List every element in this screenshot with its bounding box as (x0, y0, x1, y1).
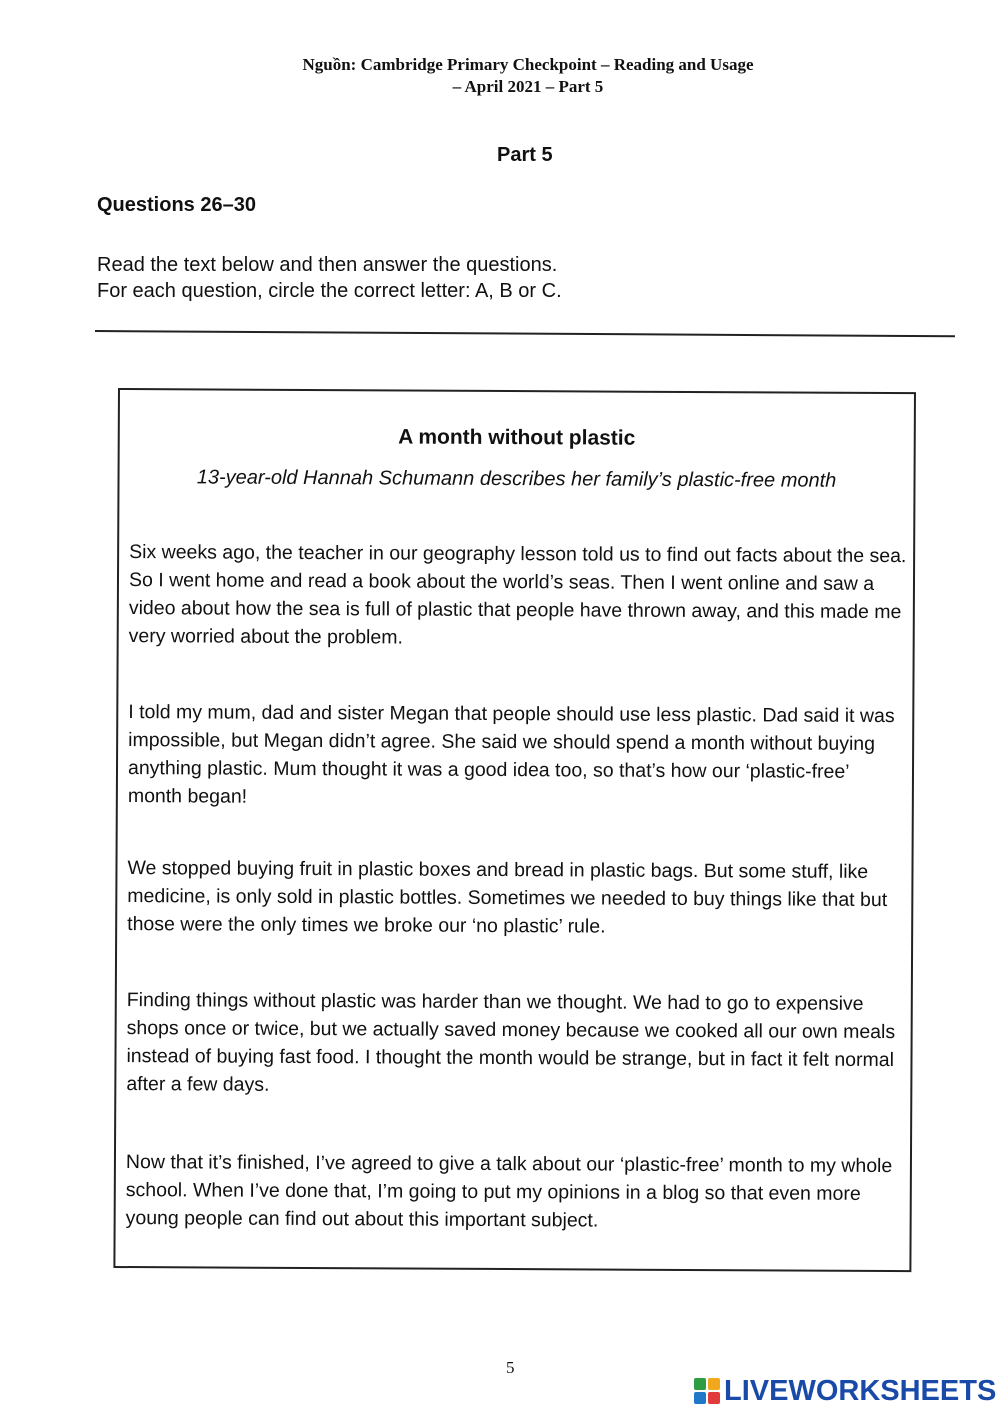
liveworksheets-brand[interactable] (694, 1376, 996, 1406)
article-title: A month without plastic (398, 425, 636, 450)
article-subtitle: 13-year-old Hannah Schumann describes her family’s plastic-free month (196, 466, 837, 492)
questions-heading: Questions 26–30 (97, 194, 256, 216)
brand-text: LIVEWORKSHEETS (724, 1374, 997, 1407)
article-box (113, 388, 916, 1272)
instructions (97, 252, 562, 304)
divider-rule (95, 330, 955, 337)
article-paragraph-1: Six weeks ago, the teacher in our geography lesson told us to find out facts about the sea. So I went home and read a book about the world’s seas. Then I went online and saw a video about how the sea is full of plastic that people have thrown away, and this made me very worried about the problem. (128, 541, 907, 649)
instruction-line-1: Read the text below and then answer the questions. (97, 254, 558, 276)
source-line-1: Nguồn: Cambridge Primary Checkpoint – Reading and Usage (302, 55, 754, 74)
article-paragraph-2: I told my mum, dad and sister Megan that people should use less plastic. Dad said it was impossible, but Megan didn’t agree. She said we should spend a month without buying anything plastic. Mum thought it was a good idea too, so that’s how our ‘plastic-free’ month began! (127, 701, 895, 808)
article-paragraph-5: Now that it’s finished, I’ve agreed to give a talk about our ‘plastic-free’ month to my whole school. When I’ve done that, I’m going to put my opinions in a blog so that even more young people can find out about this important subject. (125, 1151, 893, 1232)
source-line-2: – April 2021 – Part 5 (452, 77, 604, 96)
source-header (0, 54, 1000, 98)
page-number: 5 (506, 1358, 515, 1377)
article-paragraph-4: Finding things without plastic was harder than we thought. We had to go to expensive shops once or twice, but we actually saved money because we cooked all our own meals instead of buying fast food. I thought the month would be strange, but in fact it felt normal after a few days. (126, 989, 896, 1096)
part-title: Part 5 (497, 144, 553, 166)
article-paragraph-3: We stopped buying fruit in plastic boxes and bread in plastic bags. But some stuff, like medicine, is only sold in plastic bottles. Sometimes we needed to buy things like that but those were the only times we broke our ‘no plastic’ rule. (127, 857, 888, 938)
liveworksheets-logo-icon (694, 1378, 720, 1404)
instruction-line-2: For each question, circle the correct letter: A, B or C. (97, 280, 562, 302)
